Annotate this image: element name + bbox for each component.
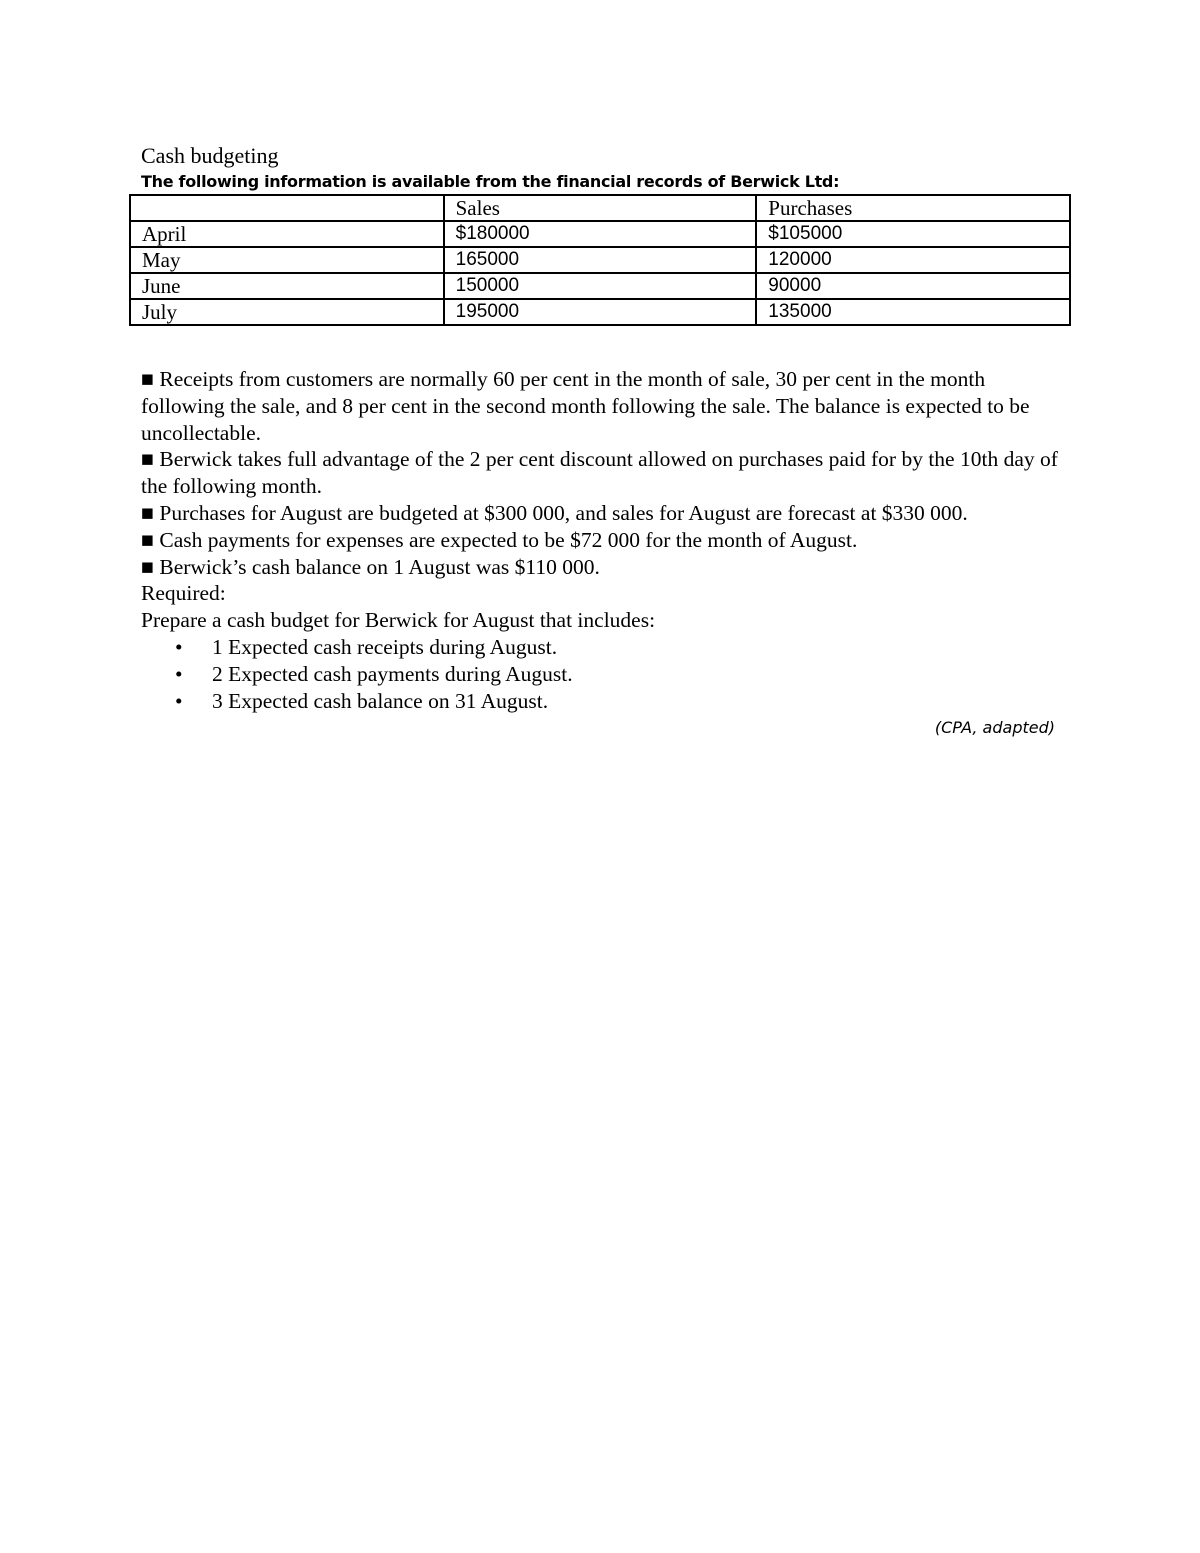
list-item — [171, 661, 1071, 688]
month-cell: April — [130, 221, 444, 247]
table-row — [130, 273, 1070, 299]
bullet-icon: • — [175, 688, 183, 713]
month-cell: July — [130, 299, 444, 325]
purchases-cell: $105000 — [756, 221, 1070, 247]
table-header-purchases: Purchases — [756, 195, 1070, 221]
table-header-sales: Sales — [444, 195, 757, 221]
list-item-text: 3 Expected cash balance on 31 August. — [212, 688, 549, 713]
table-header-row — [130, 195, 1070, 221]
source-citation: (CPA, adapted) — [934, 718, 1055, 737]
sales-cell: $180000 — [444, 221, 757, 247]
table-row — [130, 221, 1070, 247]
month-cell: May — [130, 247, 444, 273]
condition-discount: ■ Berwick takes full advantage of the 2 per cent discount allowed on purchases paid for by the 10th day of the following month. — [141, 447, 1058, 499]
list-item — [171, 688, 1071, 715]
sales-cell: 165000 — [444, 247, 757, 273]
purchases-cell: 120000 — [756, 247, 1070, 273]
list-item-text: 1 Expected cash receipts during August. — [212, 634, 558, 659]
document-title: Cash budgeting — [141, 143, 279, 168]
table-row — [130, 247, 1070, 273]
sales-cell: 150000 — [444, 273, 757, 299]
intro-text: The following information is available from the financial records of Berwick Ltd: — [141, 172, 840, 191]
problem-body — [141, 366, 1071, 714]
table-header-cell — [130, 195, 444, 221]
purchases-cell: 90000 — [756, 273, 1070, 299]
bullet-icon: • — [175, 661, 183, 686]
condition-opening-balance: ■ Berwick’s cash balance on 1 August was $110 000. — [141, 554, 600, 579]
bullet-icon: • — [175, 634, 183, 659]
condition-receipts: ■ Receipts from customers are normally 60 per cent in the month of sale, 30 per cent in the month following the sale, and 8 per cent in the second month following the sale. The balance is expected to be uncollectable. — [141, 367, 1030, 445]
month-cell: June — [130, 273, 444, 299]
sales-cell: 195000 — [444, 299, 757, 325]
required-label: Required: — [141, 581, 226, 606]
condition-august-forecast: ■ Purchases for August are budgeted at $300 000, and sales for August are forecast at $330 000. — [141, 500, 968, 525]
instruction-text: Prepare a cash budget for Berwick for August that includes: — [141, 608, 656, 633]
list-item — [171, 634, 1071, 661]
required-items-list — [141, 634, 1071, 714]
document-page — [141, 141, 1071, 737]
condition-expenses: ■ Cash payments for expenses are expected to be $72 000 for the month of August. — [141, 527, 858, 552]
table-row — [130, 299, 1070, 325]
list-item-text: 2 Expected cash payments during August. — [212, 661, 573, 686]
purchases-cell: 135000 — [756, 299, 1070, 325]
sales-purchases-table — [129, 194, 1071, 326]
